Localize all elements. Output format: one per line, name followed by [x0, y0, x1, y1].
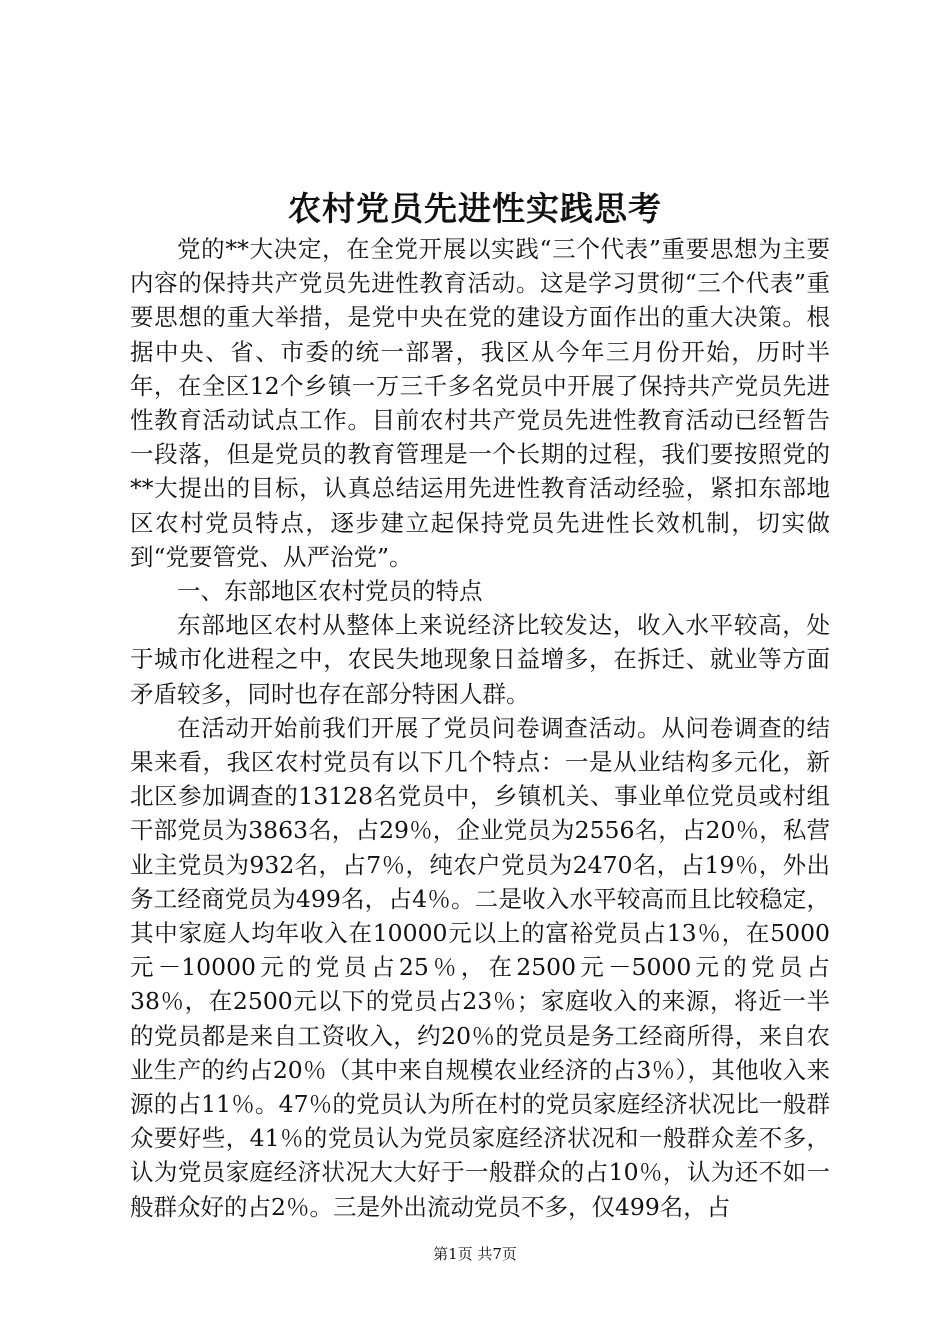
paragraph-intro: 党的**大决定，在全党开展以实践“三个代表”重要思想为主要内容的保持共产党员先进性教育活动。这是学习贯彻“三个代表”重要思想的重大举措，是党中央在党的建设方面作出的重大决策。根据中央、省、市委的统一部署，我区从今年三月份开始，历时半年，在全区12个乡镇一万三千多名党员中开展了保持共产党员先进性教育活动试点工作。目前农村共产党员先进性教育活动已经暂告一段落，但是党员的教育管理是一个长期的过程，我们要按照党的**大提出的目标，认真总结运用先进性教育活动经验，紧扣东部地区农村党员特点，逐步建立起保持党员先进性长效机制，切实做到“党要管党、从严治党”。: [130, 235, 830, 571]
document-title: 农村党员先进性实践思考: [288, 189, 662, 228]
page-number: 第1页 共7页: [433, 1245, 517, 1263]
paragraph-overview: 东部地区农村从整体上来说经济比较发达，收入水平较高，处于城市化进程之中，农民失地现象日益增多，在拆迁、就业等方面矛盾较多，同时也存在部分特困人群。: [130, 611, 830, 708]
paragraph-survey: 在活动开始前我们开展了党员问卷调查活动。从问卷调查的结果来看，我区农村党员有以下几个特点：一是从业结构多元化，新北区参加调查的13128名党员中，乡镇机关、事业单位党员或村组干部党员为3863名，占29％，企业党员为2556名，占20％，私营业主党员为932名，占7％，纯农户党员为2470名，占19％，外出务工经商党员为499名，占4％。二是收入水平较高而且比较稳定，其中家庭人均年收入在10000元以上的富裕党员占13％，在5000元－10000元的党员占25％，在2500元－5000元的党员占38％，在2500元以下的党员占23％；家庭收入的来源，将近一半的党员都是来自工资收入，约20％的党员是务工经商所得，来自农业生产的约占20％（其中来自规模农业经济的占3％），其他收入来源的占11％。47％的党员认为所在村的党员家庭经济状况比一般群众要好些，41％的党员认为党员家庭经济状况和一般群众差不多，认为党员家庭经济状况大大好于一般群众的占10％，认为还不如一般群众好的占2％。三是外出流动党员不多，仅499名，占: [130, 713, 830, 1221]
document-body: [130, 232, 830, 1224]
section-heading: 一、东部地区农村党员的特点: [177, 577, 483, 606]
